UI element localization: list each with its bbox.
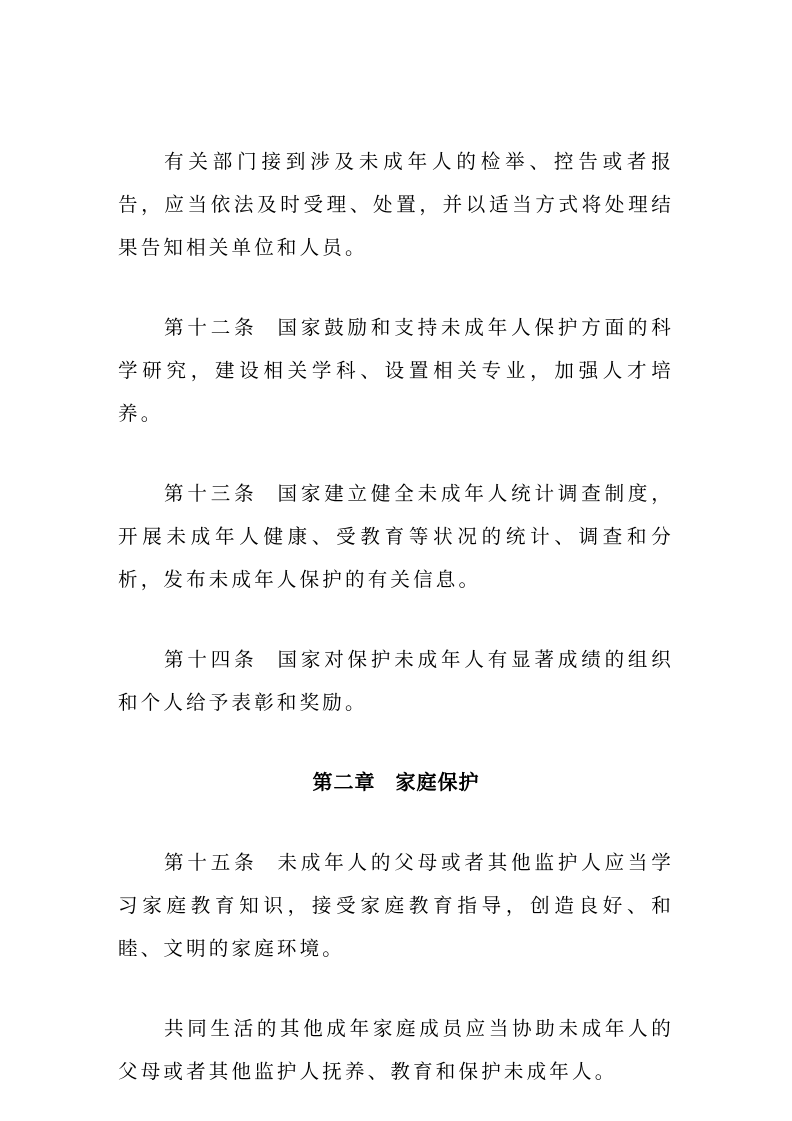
article-number: 第十四条	[164, 648, 258, 671]
article-number: 第十三条	[164, 482, 258, 505]
article-13	[118, 472, 674, 601]
article-number: 第十二条	[164, 316, 258, 339]
article-text: 国家对保护未成年人有显著成绩的组织和个人给予表彰和奖励。	[118, 648, 674, 714]
article-text: 国家建立健全未成年人统计调查制度，开展未成年人健康、受教育等状况的统计、调查和分析，发布未成年人保护的有关信息。	[118, 482, 674, 591]
paragraph-continuation	[118, 140, 674, 269]
paragraph-continuation	[118, 1007, 674, 1093]
article-number: 第十五条	[164, 851, 258, 874]
chapter-heading	[118, 761, 674, 804]
chapter-title: 家庭保护	[395, 770, 480, 794]
article-text: 未成年人的父母或者其他监护人应当学习家庭教育知识，接受家庭教育指导，创造良好、和睦、文明的家庭环境。	[118, 851, 674, 960]
chapter-number: 第二章	[312, 770, 376, 794]
article-12	[118, 306, 674, 435]
article-14	[118, 638, 674, 724]
paragraph-text: 有关部门接到涉及未成年人的检举、控告或者报告，应当依法及时受理、处置，并以适当方式将处理结果告知相关单位和人员。	[118, 150, 674, 259]
document-body	[118, 140, 674, 1093]
article-15	[118, 841, 674, 970]
article-text: 国家鼓励和支持未成年人保护方面的科学研究，建设相关学科、设置相关专业，加强人才培养。	[118, 316, 674, 425]
paragraph-text: 共同生活的其他成年家庭成员应当协助未成年人的父母或者其他监护人抚养、教育和保护未成年人。	[118, 1017, 674, 1083]
